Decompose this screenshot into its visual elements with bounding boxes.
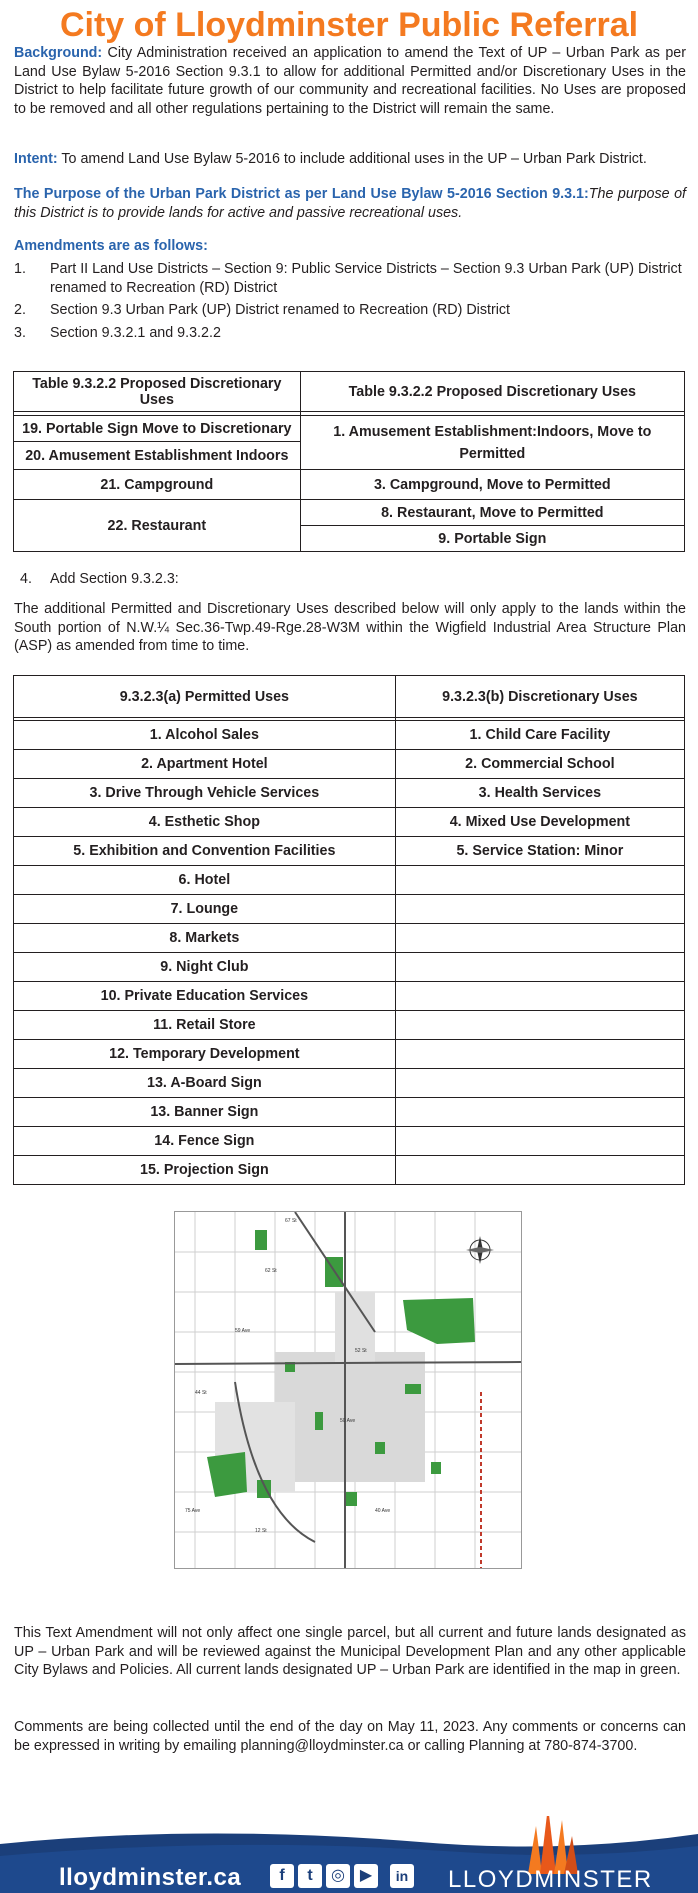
- amendment-item: 3. Section 9.3.2.1 and 9.3.2.2: [14, 324, 221, 341]
- table-cell: 14. Fence Sign: [14, 1127, 396, 1156]
- table-header: Table 9.3.2.2 Proposed Discretionary Uses: [300, 372, 684, 412]
- table-header: 9.3.2.3(a) Permitted Uses: [14, 676, 396, 718]
- youtube-icon[interactable]: ▶: [354, 1864, 378, 1888]
- table-cell: [395, 1098, 684, 1127]
- uses-table: [13, 675, 685, 1185]
- amendment-item-4: 4. Add Section 9.3.2.3:: [20, 571, 179, 587]
- table-row: [14, 1098, 685, 1127]
- table-header: Table 9.3.2.2 Proposed Discretionary Uses: [14, 372, 301, 412]
- table-cell: [395, 982, 684, 1011]
- closing-paragraph: This Text Amendment will not only affect one single parcel, but all current and future lands designated as UP – Urban Park and will be reviewed against the Municipal Development Plan and any other applicable City Bylaws and Policies. All current lands designated UP – Urban Park are identified in the map in green.: [14, 1625, 686, 1678]
- table-cell: 22. Restaurant: [14, 500, 301, 552]
- map-street-label: 75 Ave: [185, 1508, 201, 1514]
- table-row: [14, 1011, 685, 1040]
- table-cell: 7. Lounge: [14, 895, 396, 924]
- table-row: [14, 953, 685, 982]
- table-cell: [395, 1011, 684, 1040]
- purpose-text: The purpose of this District is to provide lands for active and passive recreational uses.: [14, 186, 687, 221]
- table-row: [14, 721, 685, 750]
- table-row: [14, 1156, 685, 1185]
- map-street-label: 40 Ave: [375, 1508, 391, 1514]
- background-label: Background:: [14, 45, 103, 61]
- amendment-item: 2. Section 9.3 Urban Park (UP) District renamed to Recreation (RD) District: [14, 302, 511, 318]
- table-cell: [395, 895, 684, 924]
- table-cell: 2. Apartment Hotel: [14, 750, 396, 779]
- table-cell: 8. Markets: [14, 924, 396, 953]
- intent-text: To amend Land Use Bylaw 5-2016 to include additional uses in the UP – Urban Park District.: [57, 151, 647, 167]
- table-header: 9.3.2.3(b) Discretionary Uses: [395, 676, 684, 718]
- table-cell: 11. Retail Store: [14, 1011, 396, 1040]
- table-cell: [395, 1156, 684, 1185]
- table-cell: 4. Mixed Use Development: [395, 808, 684, 837]
- footer: [0, 1816, 698, 1893]
- table-cell: 5. Exhibition and Convention Facilities: [14, 837, 396, 866]
- table-row: [14, 895, 685, 924]
- table-cell: 10. Private Education Services: [14, 982, 396, 1011]
- map-street-label: 59 Ave: [235, 1328, 251, 1334]
- comments-paragraph: Comments are being collected until the end of the day on May 11, 2023. Any comments or concerns can be expressed in writing by emailing planning@lloydminster.ca or calling Planning at 780-874-3700.: [14, 1719, 686, 1754]
- map-street-label: 12 St: [255, 1528, 267, 1534]
- table-cell: 19. Portable Sign Move to Discretionary: [14, 416, 301, 442]
- table-cell: 1. Amusement Establishment:Indoors, Move to Permitted: [300, 416, 684, 470]
- table-cell: [395, 1040, 684, 1069]
- table-cell: 8. Restaurant, Move to Permitted: [300, 500, 684, 526]
- table-row: [14, 779, 685, 808]
- table-cell: 2. Commercial School: [395, 750, 684, 779]
- table-row: [14, 837, 685, 866]
- intent-label: Intent:: [14, 151, 58, 167]
- table-cell: 9. Portable Sign: [300, 526, 684, 552]
- discretionary-uses-table: [13, 371, 685, 552]
- facebook-icon[interactable]: f: [270, 1864, 294, 1888]
- table-cell: [395, 866, 684, 895]
- table-cell: [395, 1069, 684, 1098]
- table-row: [14, 808, 685, 837]
- map-street-label: 62 St: [265, 1268, 277, 1274]
- table-cell: [395, 1127, 684, 1156]
- lands-paragraph: The additional Permitted and Discretionary Uses described below will only apply to the lands within the South portion of N.W.¼ Sec.36-Twp.49-Rge.28-W3M within the Wigfield Industrial Area Structure Plan (ASP) as amended from time to time.: [14, 601, 686, 654]
- table-row: [14, 924, 685, 953]
- website-link[interactable]: lloydminster.ca: [59, 1864, 242, 1891]
- intent-paragraph: [14, 150, 686, 169]
- table-cell: 4. Esthetic Shop: [14, 808, 396, 837]
- table-cell: 12. Temporary Development: [14, 1040, 396, 1069]
- table-cell: 3. Campground, Move to Permitted: [300, 470, 684, 500]
- table-row: [14, 1040, 685, 1069]
- table-cell: 3. Health Services: [395, 779, 684, 808]
- background-paragraph: [14, 44, 686, 118]
- map-street-label: 67 St: [285, 1218, 297, 1224]
- table-cell: 13. Banner Sign: [14, 1098, 396, 1127]
- map-street-label: 44 St: [195, 1390, 207, 1396]
- twitter-icon[interactable]: t: [298, 1864, 322, 1888]
- page-title: City of Lloydminster Public Referral: [59, 6, 639, 44]
- table-cell: 1. Alcohol Sales: [14, 721, 396, 750]
- table-row: [14, 1069, 685, 1098]
- table-cell: [395, 953, 684, 982]
- purpose-paragraph: [14, 185, 686, 222]
- amendment-item: 1. Part II Land Use Districts – Section 9: Public Service Districts – Section 9.3 Urban Park (UP) District renamed to Recreation (RD) District: [14, 261, 682, 296]
- table-cell: 20. Amusement Establishment Indoors: [14, 442, 301, 470]
- table-cell: 6. Hotel: [14, 866, 396, 895]
- urban-park-map: [174, 1211, 522, 1569]
- amendments-heading: Amendments are as follows:: [14, 238, 208, 254]
- table-cell: [395, 924, 684, 953]
- table-row: [14, 866, 685, 895]
- amendments-list: [14, 260, 686, 346]
- table-cell: 13. A-Board Sign: [14, 1069, 396, 1098]
- table-cell: 3. Drive Through Vehicle Services: [14, 779, 396, 808]
- table-row: [14, 750, 685, 779]
- table-cell: 21. Campground: [14, 470, 301, 500]
- map-street-label: 50 Ave: [340, 1418, 356, 1424]
- table-row: [14, 1127, 685, 1156]
- table-cell: 5. Service Station: Minor: [395, 837, 684, 866]
- background-text: City Administration received an application to amend the Text of UP – Urban Park as per Land Use Bylaw 5-2016 Section 9.3.1 to allow for additional Permitted and/or Discretionary Uses in the District to help facilitate future growth of our community and recreational facilities. No Uses are proposed to be removed and all other regulations pertaining to the District will remain the same.: [14, 45, 686, 117]
- table-cell: 9. Night Club: [14, 953, 396, 982]
- instagram-icon[interactable]: ◎: [326, 1864, 350, 1888]
- map-street-label: 52 St: [355, 1348, 367, 1354]
- table-cell: 15. Projection Sign: [14, 1156, 396, 1185]
- brand-wordmark: LLOYDMINSTER: [448, 1866, 653, 1893]
- table-cell: 1. Child Care Facility: [395, 721, 684, 750]
- table-row: [14, 982, 685, 1011]
- linkedin-icon[interactable]: in: [390, 1864, 414, 1888]
- purpose-label: The Purpose of the Urban Park District as per Land Use Bylaw 5-2016 Section 9.3.1:: [14, 186, 589, 202]
